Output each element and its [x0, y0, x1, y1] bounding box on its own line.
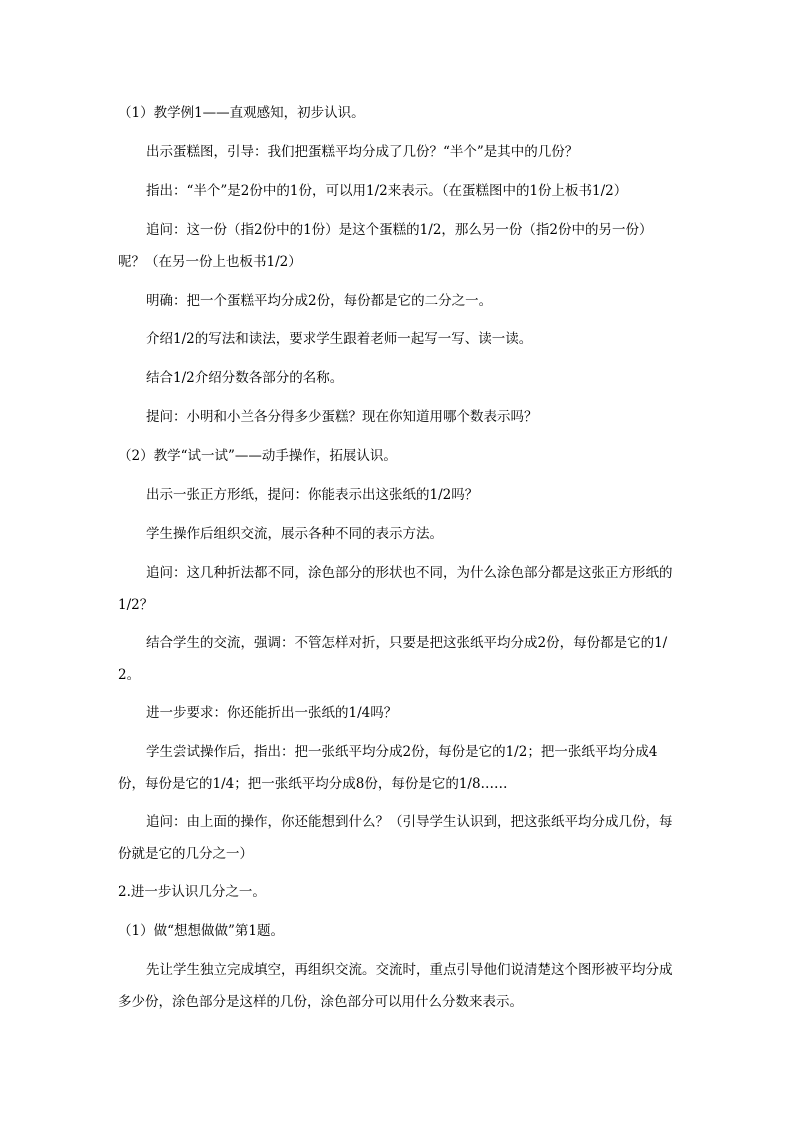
- paragraph-student-exchange: 学生操作后组织交流，展示各种不同的表示方法。: [146, 526, 443, 542]
- paragraph-fraction-parts: 结合1/2介绍分数各部分的名称。: [146, 370, 344, 386]
- paragraph-emphasize: 结合学生的交流，强调：不管怎样对折，只要是把这张纸平均分成2份，每份都是它的1/2。: [118, 635, 668, 683]
- paragraph-student-try: 学生尝试操作后，指出：把一张纸平均分成2份，每份是它的1/2；把一张纸平均分成4份，每份是它的1/4；把一张纸平均分成8份，每份是它的1/8……: [118, 744, 658, 792]
- paragraph-heading-section-2: 2.进一步认识几分之一。: [118, 884, 266, 900]
- paragraph-fill-blanks: 先让学生独立完成填空，再组织交流。交流时，重点引导他们说清楚这个图形被平均分成多少份，涂色部分是这样的几份，涂色部分可以用什么分数来表示。: [118, 962, 673, 1010]
- paragraph-quarter-request: 进一步要求：你还能折出一张纸的1/4吗？: [146, 705, 398, 721]
- paragraph-ask-question: 提问：小明和小兰各分得多少蛋糕？现在你知道用哪个数表示吗？: [146, 409, 538, 425]
- paragraph-square-paper: 出示一张正方形纸，提问：你能表示出这张纸的1/2吗？: [146, 487, 479, 503]
- paragraph-introduce-writing: 介绍1/2的写法和读法，要求学生跟着老师一起写一写、读一读。: [146, 331, 533, 347]
- paragraph-think-more: 追问：由上面的操作，你还能想到什么？（引导学生认识到，把这张纸平均分成几份，每份就是它的几分之一）: [118, 814, 673, 862]
- paragraph-clarify: 明确：把一个蛋糕平均分成2份，每份都是它的二分之一。: [146, 293, 493, 309]
- paragraph-heading-exercise-1: （1）做“想想做做”第1题。: [118, 923, 284, 939]
- paragraph-heading-try: （2）教学“试一试”——动手操作，拓展认识。: [118, 448, 397, 464]
- paragraph-show-cake: 出示蛋糕图，引导：我们把蛋糕平均分成了几份？“半个”是其中的几份？: [146, 144, 579, 160]
- paragraph-follow-up-question: 追问：这一份（指2份中的1份）是这个蛋糕的1/2，那么另一份（指2份中的另一份）呢？（在另一份上也板书1/2）: [118, 222, 653, 270]
- paragraph-folding-question: 追问：这几种折法都不同，涂色部分的形状也不同，为什么涂色部分都是这张正方形纸的1/2？: [118, 565, 673, 613]
- paragraph-point-out-half: 指出：“半个”是2份中的1份，可以用1/2来表示。（在蛋糕图中的1份上板书1/2）: [146, 183, 628, 199]
- paragraph-heading-example-1: （1）教学例1——直观感知，初步认识。: [118, 105, 365, 121]
